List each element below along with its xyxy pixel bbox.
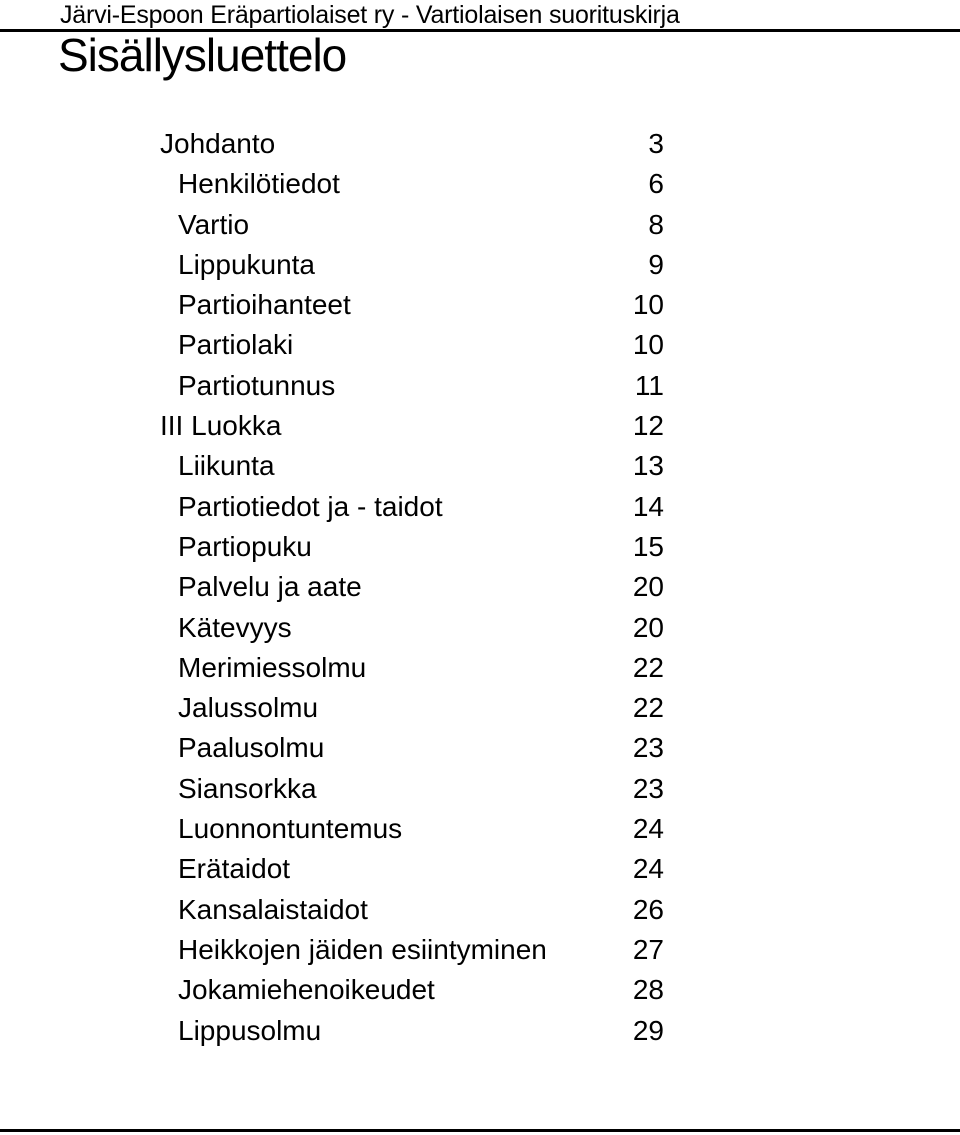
toc-entry-page-number: 6 <box>648 168 664 200</box>
toc-entry <box>0 930 960 970</box>
toc-entry <box>0 809 960 849</box>
toc-entry <box>0 285 960 325</box>
toc-entry <box>0 487 960 527</box>
toc-entry-page-number: 13 <box>632 450 664 482</box>
toc-entry-page-number: 22 <box>632 651 664 683</box>
toc-entry <box>0 769 960 809</box>
toc-entry <box>0 164 960 204</box>
toc-entry-title: Partiotiedot ja - taidot <box>178 490 443 522</box>
toc-entry-title: Palvelu ja aate <box>178 571 362 603</box>
toc-entry-page-number: 11 <box>634 369 664 401</box>
toc-entry-page-number: 24 <box>632 813 664 845</box>
toc-entry-page-number: 10 <box>632 329 664 361</box>
toc-entry-page-number: 3 <box>648 128 664 159</box>
toc-entry <box>0 124 960 164</box>
toc-entry-title: Partioihanteet <box>178 289 351 321</box>
toc-entry <box>0 366 960 406</box>
toc-entry <box>0 446 960 486</box>
toc-entry-page-number: 29 <box>632 1014 664 1046</box>
toc-entry <box>0 567 960 607</box>
toc-entry <box>0 648 960 688</box>
toc-entry-page-number: 10 <box>632 289 664 321</box>
table-of-contents <box>0 124 960 1051</box>
toc-entry <box>0 245 960 285</box>
toc-entry-page-number: 27 <box>632 933 664 965</box>
toc-entry <box>0 728 960 768</box>
running-header: Järvi-Espoon Eräpartiolaiset ry - Vartiolaisen suorituskirja <box>60 1 680 29</box>
toc-entry <box>0 970 960 1010</box>
footer-divider <box>0 1129 960 1132</box>
toc-entry-title: Johdanto <box>160 128 276 159</box>
toc-entry-title: Jokamiehenoikeudet <box>178 974 435 1006</box>
toc-entry-title: Kätevyys <box>178 611 292 643</box>
toc-entry-title: Paalusolmu <box>178 732 325 764</box>
toc-entry-page-number: 20 <box>632 571 664 603</box>
toc-entry <box>0 688 960 728</box>
toc-entry-title: Partiopuku <box>178 530 312 562</box>
toc-entry-title: III Luokka <box>160 410 282 442</box>
toc-entry-title: Vartio <box>178 208 250 240</box>
toc-entry-title: Lippusolmu <box>178 1014 322 1046</box>
toc-entry-title: Merimiessolmu <box>178 651 367 683</box>
toc-entry <box>0 849 960 889</box>
toc-entry-page-number: 15 <box>632 530 664 562</box>
toc-entry-title: Erätaidot <box>178 853 291 885</box>
toc-entry-page-number: 12 <box>632 410 664 442</box>
toc-entry-page-number: 20 <box>632 611 664 643</box>
toc-entry-page-number: 9 <box>648 248 664 280</box>
toc-entry-title: Lippukunta <box>178 248 316 280</box>
toc-entry-title: Heikkojen jäiden esiintyminen <box>178 933 547 965</box>
toc-entry-page-number: 22 <box>632 692 664 724</box>
toc-entry-title: Liikunta <box>178 450 275 482</box>
toc-entry <box>0 325 960 365</box>
toc-entry <box>0 527 960 567</box>
toc-entry <box>0 205 960 245</box>
toc-entry-page-number: 8 <box>648 208 664 240</box>
toc-entry-page-number: 28 <box>632 974 664 1006</box>
toc-entry <box>0 1011 960 1051</box>
toc-entry-title: Siansorkka <box>178 772 317 804</box>
toc-entry-title: Partiotunnus <box>178 369 336 401</box>
toc-entry-title: Kansalaistaidot <box>178 893 368 925</box>
toc-entry-title: Henkilötiedot <box>178 168 340 200</box>
toc-entry-page-number: 26 <box>632 893 664 925</box>
toc-entry <box>0 406 960 446</box>
toc-entry-title: Jalussolmu <box>178 692 319 724</box>
toc-entry <box>0 890 960 930</box>
toc-entry <box>0 608 960 648</box>
toc-entry-page-number: 23 <box>632 772 664 804</box>
page-title: Sisällysluettelo <box>58 29 347 81</box>
toc-entry-page-number: 14 <box>632 490 664 522</box>
toc-entry-title: Luonnontuntemus <box>178 813 403 845</box>
toc-entry-page-number: 23 <box>632 732 664 764</box>
toc-entry-title: Partiolaki <box>178 329 294 361</box>
toc-entry-page-number: 24 <box>632 853 664 885</box>
